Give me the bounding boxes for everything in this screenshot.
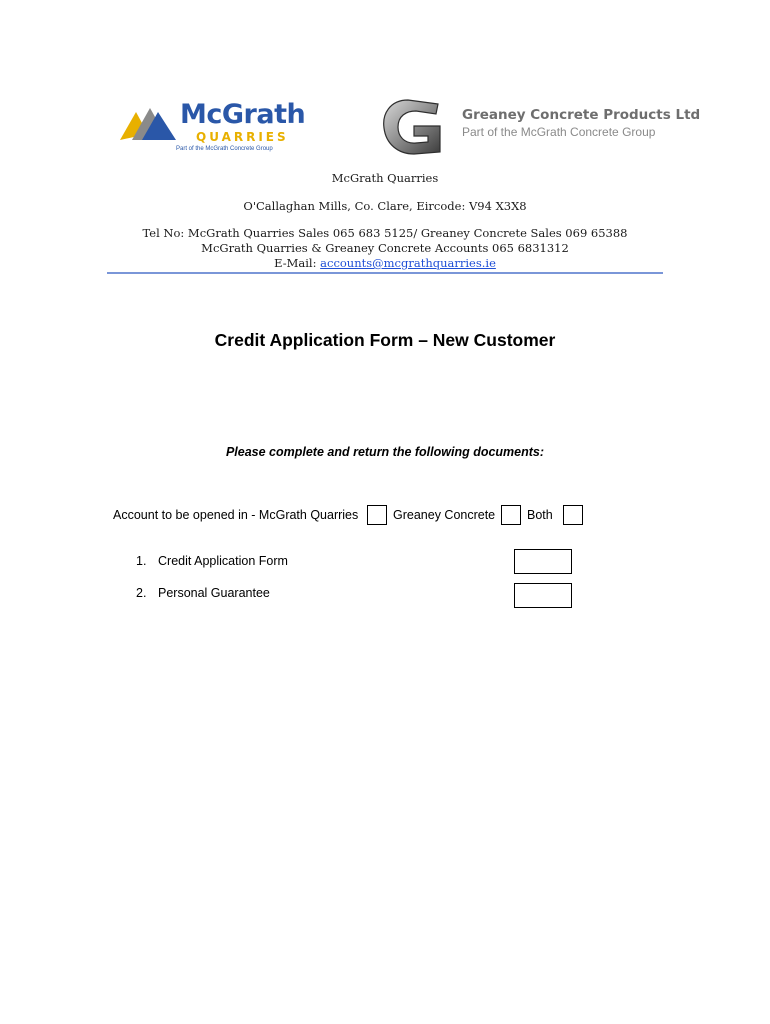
greaney-concrete-checkbox[interactable] <box>501 505 521 525</box>
greaney-option-label: Greaney Concrete <box>393 508 496 522</box>
greaney-tagline: Part of the McGrath Concrete Group <box>462 125 656 139</box>
page-title: Credit Application Form – New Customer <box>214 330 556 350</box>
account-label: Account to be opened in - McGrath Quarries <box>113 508 359 522</box>
personal-guarantee-box[interactable] <box>514 583 572 608</box>
company-email-line <box>0 256 770 270</box>
mcgrath-sub: QUARRIES <box>196 130 289 144</box>
mcgrath-quarries-checkbox[interactable] <box>367 505 387 525</box>
g-letter-3d-icon <box>378 96 448 158</box>
email-link[interactable]: accounts@mcgrathquarries.ie <box>320 256 496 270</box>
greaney-name: Greaney Concrete Products Ltd <box>462 107 701 123</box>
email-label: E-Mail: <box>274 256 321 270</box>
credit-application-form-box[interactable] <box>514 549 572 574</box>
company-accounts-tel: McGrath Quarries & Greaney Concrete Accounts 065 6831312 <box>201 241 569 255</box>
company-address: O'Callaghan Mills, Co. Clare, Eircode: V94 X3X8 <box>243 199 527 213</box>
company-name: McGrath Quarries <box>331 171 439 185</box>
company-tel: Tel No: McGrath Quarries Sales 065 683 5125/ Greaney Concrete Sales 069 65388 <box>142 226 628 240</box>
both-checkbox[interactable] <box>563 505 583 525</box>
instructions-subtitle: Please complete and return the following documents: <box>225 445 545 459</box>
doc-2-label: Personal Guarantee <box>158 586 270 600</box>
both-option-label: Both <box>527 508 553 522</box>
header-divider <box>107 272 663 274</box>
mcgrath-quarries-logo <box>118 99 306 156</box>
doc-1-number: 1. <box>136 554 147 568</box>
doc-1-label: Credit Application Form <box>158 554 288 568</box>
greaney-logo-text <box>462 107 700 139</box>
mcgrath-brand: McGrath <box>180 99 306 130</box>
doc-2-number: 2. <box>136 586 147 600</box>
mcgrath-mountain-icon <box>118 104 178 144</box>
mcgrath-tagline: Part of the McGrath Concrete Group <box>176 146 273 152</box>
